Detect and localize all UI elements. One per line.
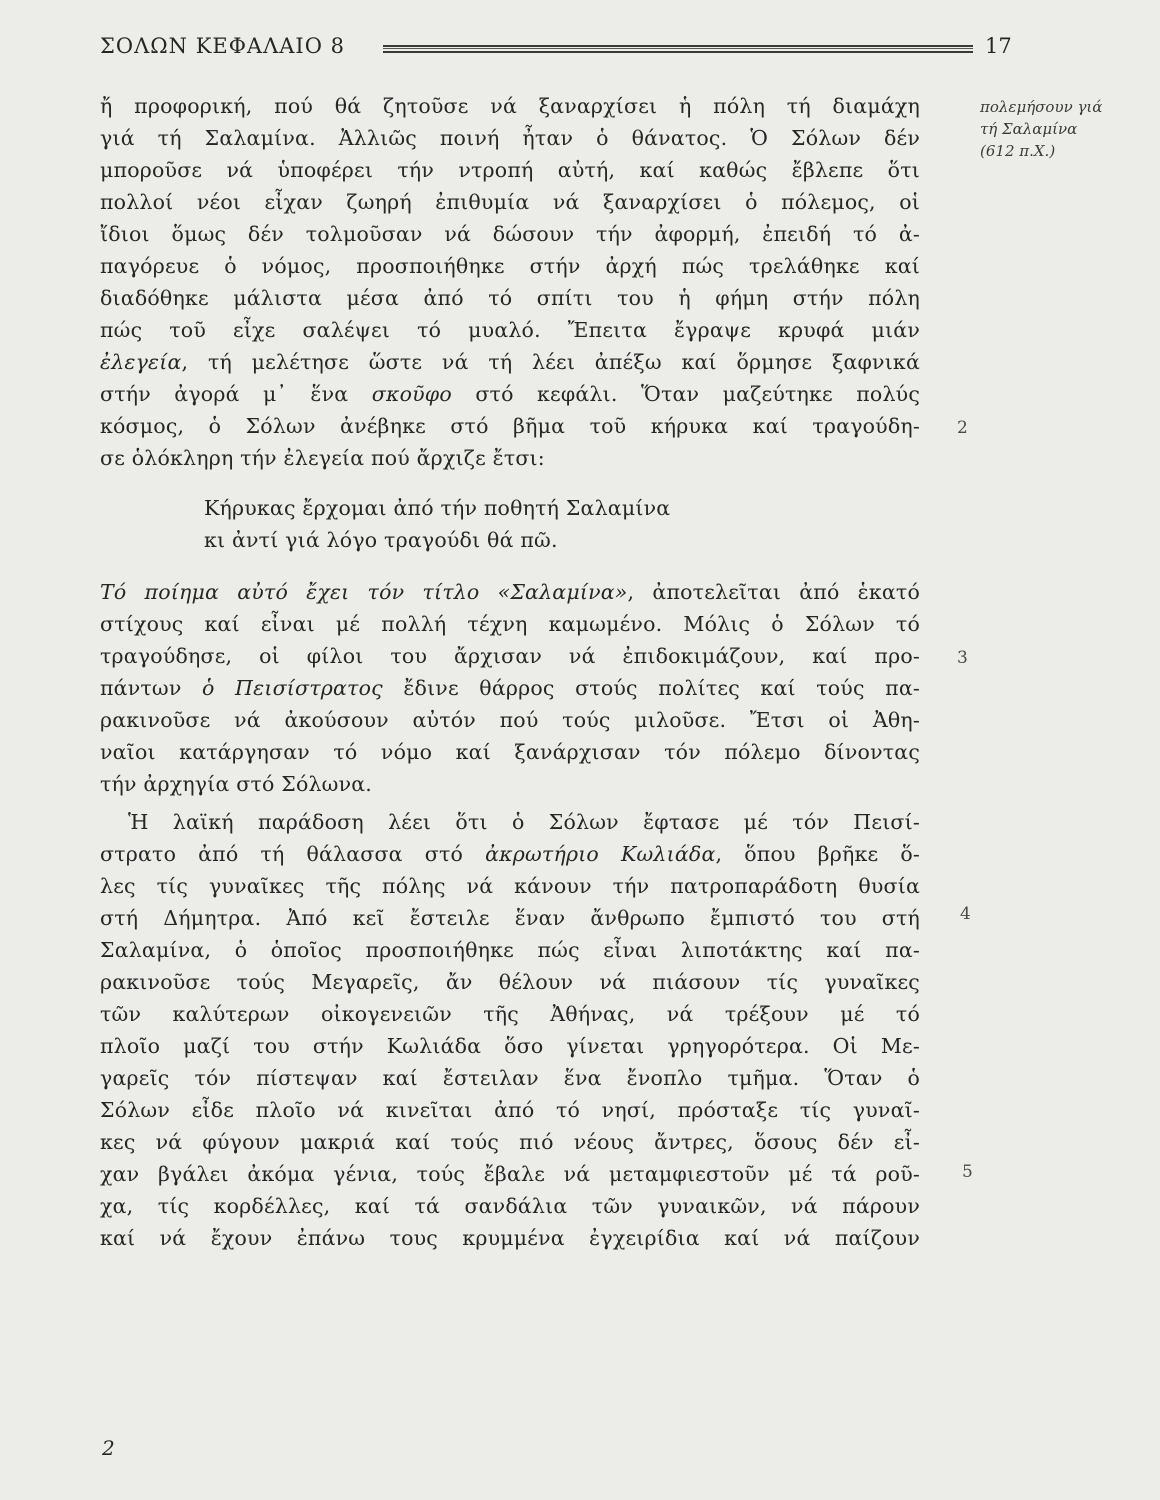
italic-term: ἀκρωτήριο Κωλιάδα bbox=[485, 842, 716, 866]
text-line: στίχους καί εἶναι μέ πολλή τέχνη καμωμένο. Μόλις ὁ Σόλων τό bbox=[100, 612, 920, 636]
text-line: ρακινοῦσε τούς Μεγαρεῖς, ἄν θέλουν νά πιάσουν τίς γυναῖκες bbox=[100, 970, 920, 994]
poem bbox=[204, 492, 920, 556]
text-line: πάντων ὁ Πεισίστρατος ἔδινε θάρρος στούς πολίτες καί τούς πα- bbox=[100, 676, 921, 700]
text-line: Σαλαμίνα, ὁ ὁποῖος προσποιήθηκε πώς εἶναι λιποτάκτης καί πα- bbox=[100, 938, 920, 962]
text-line: κόσμος, ὁ Σόλων ἀνέβηκε στό βῆμα τοῦ κήρυκα καί τραγούδη- bbox=[100, 414, 920, 438]
text-line: μποροῦσε νά ὑποφέρει τήν ντροπή αὐτή, καί καθώς ἔβλεπε ὅτι bbox=[100, 158, 920, 182]
text-line: ἤ προφορική, πού θά ζητοῦσε νά ξαναρχίσει ἡ πόλη τή διαμάχη bbox=[100, 94, 920, 118]
text-line: χα, τίς κορδέλλες, καί τά σανδάλια τῶν γυναικῶν, νά πάρουν bbox=[100, 1194, 920, 1218]
text-line: ρακινοῦσε νά ἀκούσουν αὐτόν πού τούς μιλοῦσε. Ἔτσι οἱ Ἀθη- bbox=[100, 708, 920, 732]
paragraph bbox=[100, 806, 920, 1254]
text-line: Τό ποίημα αὐτό ἔχει τόν τίτλο «Σαλαμίνα», ἀποτελεῖται ἀπό ἑκατό bbox=[100, 580, 920, 604]
chapter-title: ΣΟΛΩΝ ΚΕΦΑΛΑΙΟ 8 bbox=[100, 34, 345, 58]
text-line: κες νά φύγουν μακριά καί τούς πιό νέους ἄντρες, ὅσους δέν εἶ- bbox=[100, 1130, 920, 1154]
text-line: ἐλεγεία, τή μελέτησε ὥστε νά τή λέει ἀπέξω καί ὅρμησε ξαφνικά bbox=[100, 350, 920, 374]
text-line: τραγούδησε, οἱ φίλοι του ἄρχισαν νά ἐπιδοκιμάζουν, καί προ- bbox=[100, 644, 920, 668]
margin-number: 2 bbox=[957, 418, 968, 438]
margin-note-line: πολεμήσουν γιά bbox=[980, 98, 1103, 116]
text-line: χαν βγάλει ἀκόμα γένια, τούς ἔβαλε νά μεταμφιεστοῦν μέ τά ροῦ- bbox=[100, 1162, 920, 1186]
signature-number: 2 bbox=[102, 1436, 115, 1460]
poem-line: κι ἀντί γιά λόγο τραγούδι θά πῶ. bbox=[204, 528, 558, 552]
text-line: γαρεῖς τόν πίστεψαν καί ἔστειλαν ἕνα ἔνοπλο τμῆμα. Ὅταν ὁ bbox=[100, 1066, 920, 1090]
text-line: γιά τή Σαλαμίνα. Ἀλλιῶς ποινή ἦταν ὁ θάνατος. Ὁ Σόλων δέν bbox=[100, 126, 920, 150]
text-line: ναῖοι κατάργησαν τό νόμο καί ξανάρχισαν τόν πόλεμο δίνοντας bbox=[100, 740, 920, 764]
page-number: 17 bbox=[985, 34, 1012, 58]
margin-number: 4 bbox=[960, 904, 971, 924]
italic-term: Τό ποίημα αὐτό ἔχει τόν τίτλο «Σαλαμίνα» bbox=[100, 580, 628, 604]
text-line: στή Δήμητρα. Ἀπό κεῖ ἔστειλε ἕναν ἄνθρωπο ἔμπιστό του στή bbox=[100, 906, 920, 930]
text-line: τήν ἀρχηγία στό Σόλωνα. bbox=[100, 772, 373, 796]
italic-term: σκοῦφο bbox=[371, 382, 452, 406]
text-line: καί νά ἔχουν ἐπάνω τους κρυμμένα ἐγχειρίδια καί νά παίζουν bbox=[100, 1226, 920, 1250]
text-line: πλοῖο μαζί του στήν Κωλιάδα ὅσο γίνεται γρηγορότερα. Οἱ Με- bbox=[100, 1034, 920, 1058]
text-line: τῶν καλύτερων οἰκογενειῶν τῆς Ἀθήνας, νά τρέξουν μέ τό bbox=[100, 1002, 920, 1026]
text-line: παγόρευε ὁ νόμος, προσποιήθηκε στήν ἀρχή πώς τρελάθηκε καί bbox=[100, 254, 920, 278]
margin-note-line: τή Σαλαμίνα bbox=[980, 120, 1078, 138]
italic-term: ἐλεγεία bbox=[100, 350, 182, 374]
text-line: Σόλων εἶδε πλοῖο νά κινεῖται ἀπό τό νησί, πρόσταξε τίς γυναῖ- bbox=[100, 1098, 920, 1122]
margin-note-line: (612 π.Χ.) bbox=[980, 142, 1056, 160]
text-line: ἴδιοι ὅμως δέν τολμοῦσαν νά δώσουν τήν ἀφορμή, ἐπειδή τό ἀ- bbox=[100, 222, 920, 246]
text-line: σε ὁλόκληρη τήν ἐλεγεία πού ἄρχιζε ἔτσι: bbox=[100, 446, 545, 470]
margin-number: 3 bbox=[957, 648, 968, 668]
body-text bbox=[100, 90, 920, 1254]
text-line: στήν ἀγορά μ᾿ ἕνα σκοῦφο στό κεφάλι. Ὅταν μαζεύτηκε πολύς bbox=[100, 382, 921, 406]
running-header bbox=[100, 34, 1012, 64]
poem-line: Κήρυκας ἔρχομαι ἀπό τήν ποθητή Σαλαμίνα bbox=[204, 496, 671, 520]
text-line: πολλοί νέοι εἶχαν ζωηρή ἐπιθυμία νά ξαναρχίσει ὁ πόλεμος, οἱ bbox=[100, 190, 920, 214]
paragraph bbox=[100, 576, 920, 800]
text-line: διαδόθηκε μάλιστα μέσα ἀπό τό σπίτι του ἡ φήμη στήν πόλη bbox=[100, 286, 920, 310]
text-line: στρατο ἀπό τή θάλασσα στό ἀκρωτήριο Κωλιάδα, ὅπου βρῆκε ὅ- bbox=[100, 842, 920, 866]
margin-number: 5 bbox=[962, 1162, 973, 1182]
italic-term: ὁ Πεισίστρατος bbox=[202, 676, 383, 700]
text-line: Ἡ λαϊκή παράδοση λέει ὅτι ὁ Σόλων ἔφτασε μέ τόν Πεισί- bbox=[128, 810, 920, 834]
text-line: πώς τοῦ εἶχε σαλέψει τό μυαλό. Ἔπειτα ἔγραψε κρυφά μιάν bbox=[100, 318, 920, 342]
header-rule bbox=[383, 45, 973, 53]
margin-note bbox=[980, 96, 1140, 162]
paragraph bbox=[100, 90, 920, 474]
text-line: λες τίς γυναῖκες τῆς πόλης νά κάνουν τήν πατροπαράδοτη θυσία bbox=[100, 874, 920, 898]
